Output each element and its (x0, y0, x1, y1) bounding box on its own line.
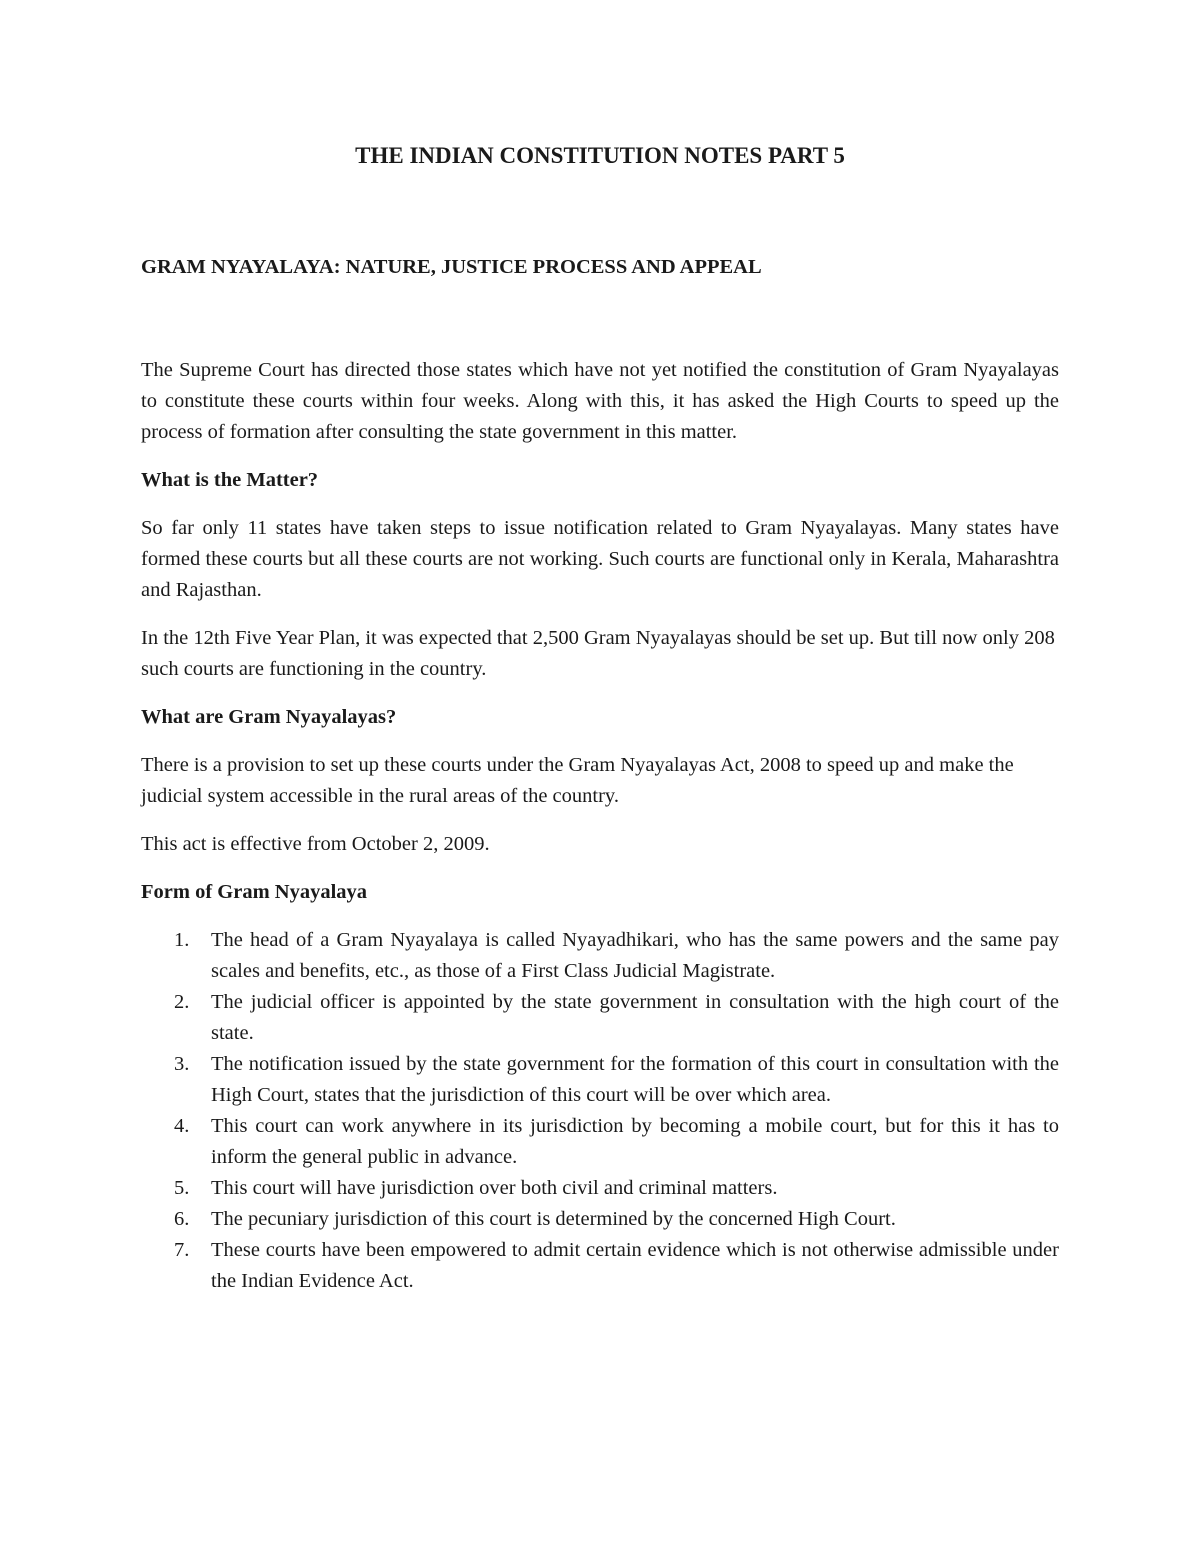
list-item-text: This court will have jurisdiction over both civil and criminal matters. (211, 1177, 778, 1199)
what-are-paragraph-2: This act is effective from October 2, 2009. (141, 833, 490, 855)
list-item-text: The notification issued by the state government for the formation of this court in consultation with the High Court, states that the jurisdiction of this court will be over which area. (211, 1053, 1059, 1106)
list-item (141, 1111, 1059, 1173)
list-item (141, 1235, 1059, 1297)
list-item-text: This court can work anywhere in its jurisdiction by becoming a mobile court, but for this it has to inform the general public in advance. (211, 1115, 1059, 1168)
page-title: THE INDIAN CONSTITUTION NOTES PART 5 (355, 143, 845, 168)
page-subtitle: GRAM NYAYALAYA: NATURE, JUSTICE PROCESS AND APPEAL (141, 256, 762, 278)
list-item-text: The pecuniary jurisdiction of this court is determined by the concerned High Court. (211, 1208, 896, 1230)
list-item-text: These courts have been empowered to admit certain evidence which is not otherwise admissible under the Indian Evidence Act. (211, 1239, 1059, 1292)
list-item-text: The judicial officer is appointed by the state government in consultation with the high court of the state. (211, 991, 1059, 1044)
list-item-number: 7. (174, 1239, 190, 1261)
list-item-number: 6. (174, 1208, 190, 1230)
list-item (141, 987, 1059, 1049)
section-heading-form: Form of Gram Nyayalaya (141, 881, 368, 903)
list-item (141, 1173, 1059, 1204)
list-item-number: 5. (174, 1177, 190, 1199)
what-are-paragraph-1: There is a provision to set up these courts under the Gram Nyayalayas Act, 2008 to speed up and make the judicial system accessible in the rural areas of the country. (141, 754, 1014, 807)
list-item (141, 1049, 1059, 1111)
list-item-number: 3. (174, 1053, 190, 1075)
list-item-number: 2. (174, 991, 190, 1013)
list-item-number: 1. (174, 929, 190, 951)
list-item-number: 4. (174, 1115, 190, 1137)
matter-paragraph-2: In the 12th Five Year Plan, it was expected that 2,500 Gram Nyayalayas should be set up. But till now only 208 such courts are functioning in the country. (141, 627, 1055, 680)
list-item (141, 925, 1059, 987)
section-heading-matter: What is the Matter? (141, 469, 319, 491)
document-body (141, 355, 1059, 1297)
matter-paragraph-1: So far only 11 states have taken steps to issue notification related to Gram Nyayalayas. Many states have formed these courts but all these courts are not working. Such courts are functional only in Kerala, Maharashtra and Rajasthan. (141, 517, 1059, 601)
list-item-text: The head of a Gram Nyayalaya is called Nyayadhikari, who has the same powers and the same pay scales and benefits, etc., as those of a First Class Judicial Magistrate. (211, 929, 1059, 982)
form-list (141, 925, 1059, 1297)
section-heading-what-are: What are Gram Nyayalayas? (141, 706, 397, 728)
intro-paragraph: The Supreme Court has directed those states which have not yet notified the constitution of Gram Nyayalayas to constitute these courts within four weeks. Along with this, it has asked the High Courts to speed up the process of formation after consulting the state government in this matter. (141, 359, 1059, 443)
list-item (141, 1204, 1059, 1235)
